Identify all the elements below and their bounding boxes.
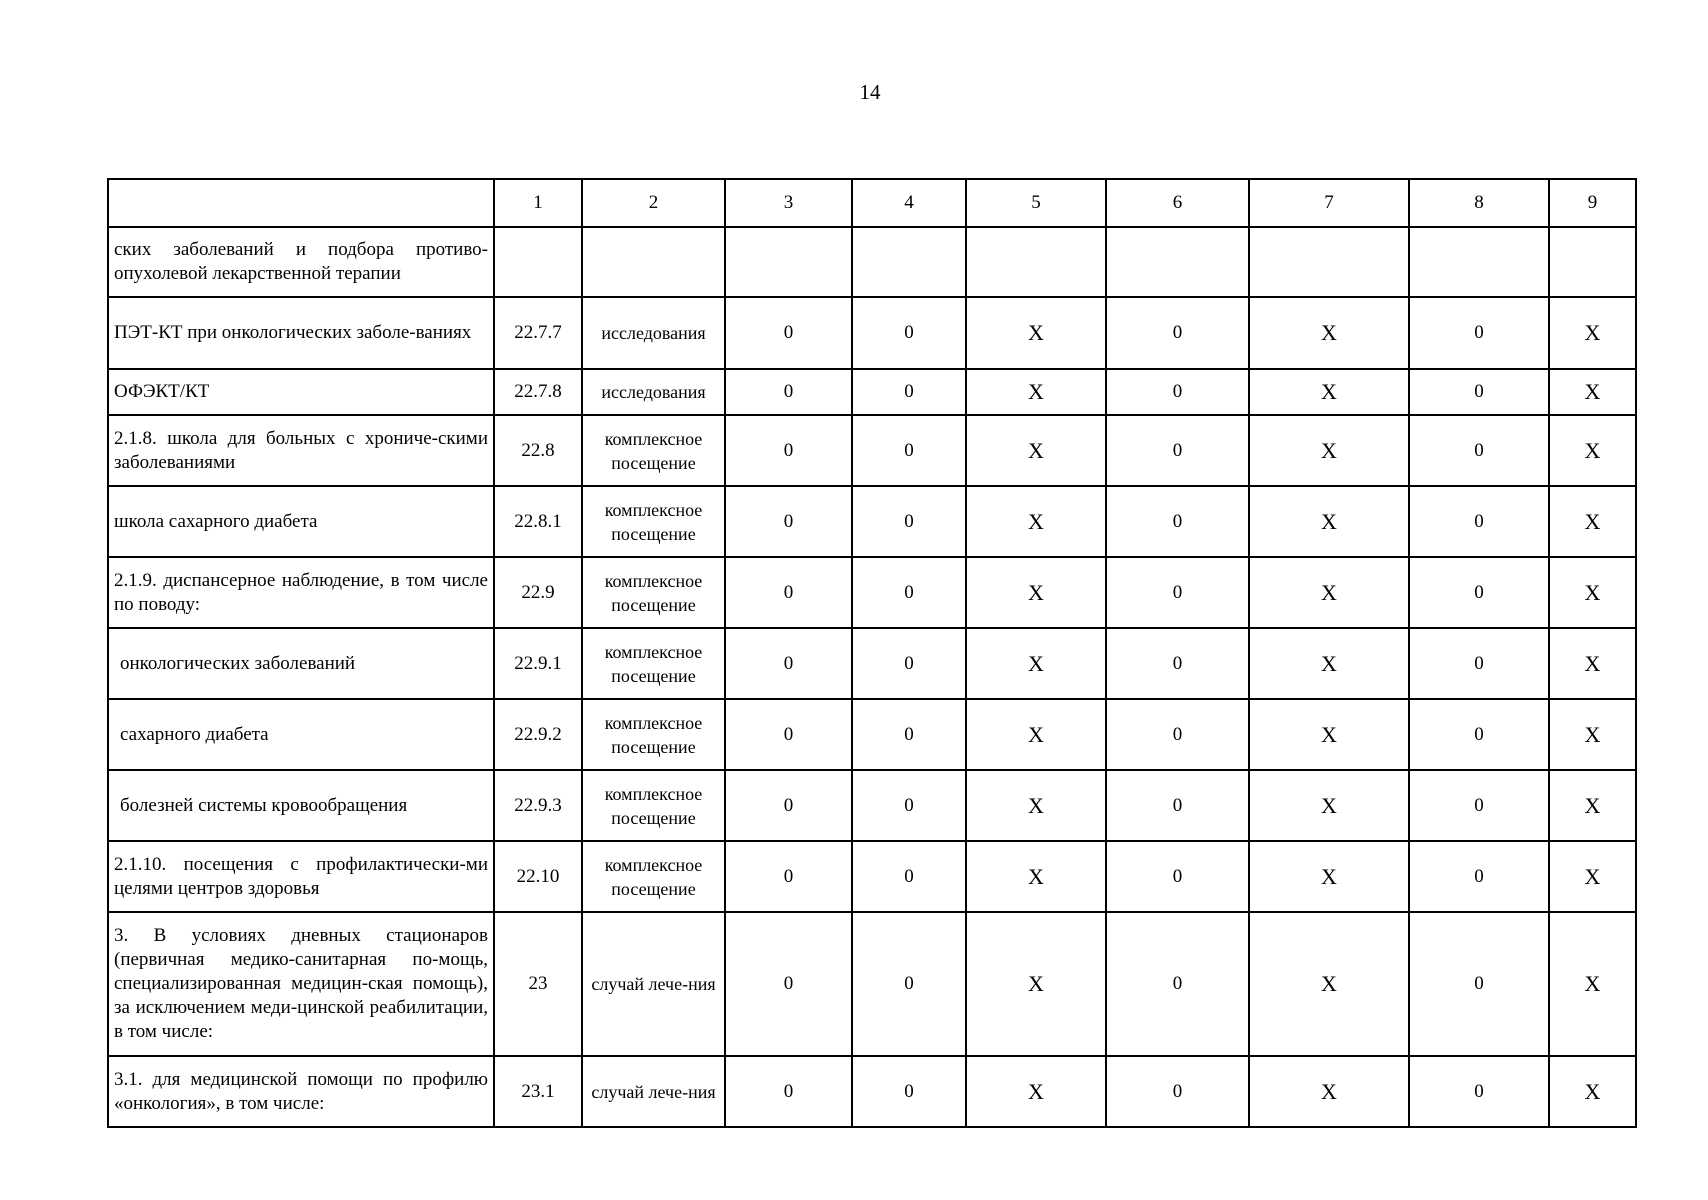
row-label: 2.1.10. посещения с профилактически-ми целями центров здоровья <box>108 841 494 912</box>
row-unit: комплексное посещение <box>582 557 725 628</box>
cell-col3: 0 <box>725 770 852 841</box>
cell-col4: 0 <box>852 628 966 699</box>
cell-col6: 0 <box>1106 369 1249 415</box>
row-unit <box>582 227 725 297</box>
cell-col5: X <box>966 297 1106 369</box>
cell-col5: X <box>966 841 1106 912</box>
table-row <box>108 912 1636 1056</box>
row-label: 2.1.9. диспансерное наблюдение, в том числе по поводу: <box>108 557 494 628</box>
cell-col7: X <box>1249 841 1409 912</box>
row-label: сахарного диабета <box>108 699 494 770</box>
cell-col4: 0 <box>852 841 966 912</box>
cell-col4: 0 <box>852 770 966 841</box>
data-table <box>107 178 1637 1128</box>
cell-col7: X <box>1249 912 1409 1056</box>
cell-col3: 0 <box>725 297 852 369</box>
cell-col5: X <box>966 912 1106 1056</box>
cell-col4: 0 <box>852 1056 966 1127</box>
cell-col9 <box>1549 227 1636 297</box>
cell-col3: 0 <box>725 415 852 486</box>
row-unit: комплексное посещение <box>582 628 725 699</box>
cell-col4: 0 <box>852 369 966 415</box>
cell-col4: 0 <box>852 912 966 1056</box>
table-row <box>108 557 1636 628</box>
row-code <box>494 227 582 297</box>
table-row <box>108 415 1636 486</box>
table-row <box>108 841 1636 912</box>
row-unit: комплексное посещение <box>582 699 725 770</box>
cell-col3: 0 <box>725 841 852 912</box>
cell-col6: 0 <box>1106 770 1249 841</box>
row-unit: комплексное посещение <box>582 770 725 841</box>
cell-col8: 0 <box>1409 912 1549 1056</box>
row-code: 22.9.3 <box>494 770 582 841</box>
cell-col4: 0 <box>852 297 966 369</box>
cell-col6: 0 <box>1106 699 1249 770</box>
cell-col6: 0 <box>1106 912 1249 1056</box>
header-row <box>108 179 1636 227</box>
cell-col7: X <box>1249 628 1409 699</box>
table-row <box>108 699 1636 770</box>
cell-col6 <box>1106 227 1249 297</box>
row-code: 22.10 <box>494 841 582 912</box>
cell-col9: X <box>1549 912 1636 1056</box>
cell-col8: 0 <box>1409 770 1549 841</box>
cell-col6: 0 <box>1106 486 1249 557</box>
cell-col6: 0 <box>1106 297 1249 369</box>
cell-col6: 0 <box>1106 557 1249 628</box>
cell-col7: X <box>1249 557 1409 628</box>
cell-col9: X <box>1549 841 1636 912</box>
cell-col6: 0 <box>1106 415 1249 486</box>
row-code: 23.1 <box>494 1056 582 1127</box>
header-cell: 9 <box>1549 179 1636 227</box>
cell-col5 <box>966 227 1106 297</box>
cell-col6: 0 <box>1106 1056 1249 1127</box>
row-code: 22.7.8 <box>494 369 582 415</box>
row-label: болезней системы кровообращения <box>108 770 494 841</box>
cell-col8: 0 <box>1409 699 1549 770</box>
row-unit: исследования <box>582 297 725 369</box>
row-code: 22.9.2 <box>494 699 582 770</box>
cell-col4: 0 <box>852 415 966 486</box>
cell-col7: X <box>1249 486 1409 557</box>
page-number: 14 <box>859 80 881 104</box>
cell-col3 <box>725 227 852 297</box>
cell-col8: 0 <box>1409 369 1549 415</box>
cell-col8: 0 <box>1409 297 1549 369</box>
header-cell: 5 <box>966 179 1106 227</box>
cell-col7: X <box>1249 369 1409 415</box>
table-row <box>108 227 1636 297</box>
cell-col6: 0 <box>1106 628 1249 699</box>
cell-col5: X <box>966 557 1106 628</box>
cell-col8: 0 <box>1409 628 1549 699</box>
cell-col8: 0 <box>1409 1056 1549 1127</box>
cell-col8: 0 <box>1409 841 1549 912</box>
header-cell: 3 <box>725 179 852 227</box>
cell-col4 <box>852 227 966 297</box>
header-cell: 2 <box>582 179 725 227</box>
header-cell <box>108 179 494 227</box>
cell-col9: X <box>1549 369 1636 415</box>
cell-col9: X <box>1549 415 1636 486</box>
row-unit: исследования <box>582 369 725 415</box>
table-row <box>108 628 1636 699</box>
table-row <box>108 770 1636 841</box>
cell-col8: 0 <box>1409 486 1549 557</box>
header-cell: 1 <box>494 179 582 227</box>
cell-col4: 0 <box>852 486 966 557</box>
cell-col5: X <box>966 628 1106 699</box>
cell-col5: X <box>966 369 1106 415</box>
cell-col7: X <box>1249 297 1409 369</box>
cell-col7 <box>1249 227 1409 297</box>
cell-col7: X <box>1249 415 1409 486</box>
table-row <box>108 1056 1636 1127</box>
header-cell: 7 <box>1249 179 1409 227</box>
cell-col9: X <box>1549 770 1636 841</box>
row-unit: комплексное посещение <box>582 415 725 486</box>
row-label: ских заболеваний и подбора противо-опухолевой лекарственной терапии <box>108 227 494 297</box>
row-label: 3. В условиях дневных стационаров (первичная медико-санитарная по-мощь, специализированная медицин-ская помощь), за исключением меди-цинской реабилитации, в том числе: <box>108 912 494 1056</box>
cell-col8 <box>1409 227 1549 297</box>
row-unit: случай лече-ния <box>582 912 725 1056</box>
row-label: ОФЭКТ/КТ <box>108 369 494 415</box>
cell-col5: X <box>966 1056 1106 1127</box>
table-row <box>108 369 1636 415</box>
header-cell: 6 <box>1106 179 1249 227</box>
header-cell: 8 <box>1409 179 1549 227</box>
row-unit: случай лече-ния <box>582 1056 725 1127</box>
cell-col4: 0 <box>852 699 966 770</box>
row-label: онкологических заболеваний <box>108 628 494 699</box>
cell-col9: X <box>1549 557 1636 628</box>
cell-col5: X <box>966 415 1106 486</box>
cell-col3: 0 <box>725 557 852 628</box>
cell-col7: X <box>1249 1056 1409 1127</box>
cell-col3: 0 <box>725 912 852 1056</box>
cell-col3: 0 <box>725 699 852 770</box>
header-cell: 4 <box>852 179 966 227</box>
cell-col5: X <box>966 699 1106 770</box>
cell-col9: X <box>1549 699 1636 770</box>
cell-col4: 0 <box>852 557 966 628</box>
row-unit: комплексное посещение <box>582 841 725 912</box>
cell-col3: 0 <box>725 369 852 415</box>
cell-col9: X <box>1549 486 1636 557</box>
row-code: 22.9 <box>494 557 582 628</box>
row-label: 3.1. для медицинской помощи по профилю «онкология», в том числе: <box>108 1056 494 1127</box>
row-code: 23 <box>494 912 582 1056</box>
row-code: 22.8 <box>494 415 582 486</box>
cell-col3: 0 <box>725 486 852 557</box>
cell-col3: 0 <box>725 1056 852 1127</box>
row-code: 22.9.1 <box>494 628 582 699</box>
cell-col9: X <box>1549 1056 1636 1127</box>
row-code: 22.7.7 <box>494 297 582 369</box>
cell-col5: X <box>966 486 1106 557</box>
cell-col3: 0 <box>725 628 852 699</box>
row-label: ПЭТ-КТ при онкологических заболе-ваниях <box>108 297 494 369</box>
cell-col9: X <box>1549 628 1636 699</box>
cell-col8: 0 <box>1409 557 1549 628</box>
row-code: 22.8.1 <box>494 486 582 557</box>
table-row <box>108 297 1636 369</box>
cell-col5: X <box>966 770 1106 841</box>
row-unit: комплексное посещение <box>582 486 725 557</box>
table-row <box>108 486 1636 557</box>
cell-col7: X <box>1249 770 1409 841</box>
row-label: школа сахарного диабета <box>108 486 494 557</box>
row-label: 2.1.8. школа для больных с хрониче-скими заболеваниями <box>108 415 494 486</box>
cell-col7: X <box>1249 699 1409 770</box>
cell-col9: X <box>1549 297 1636 369</box>
cell-col6: 0 <box>1106 841 1249 912</box>
cell-col8: 0 <box>1409 415 1549 486</box>
